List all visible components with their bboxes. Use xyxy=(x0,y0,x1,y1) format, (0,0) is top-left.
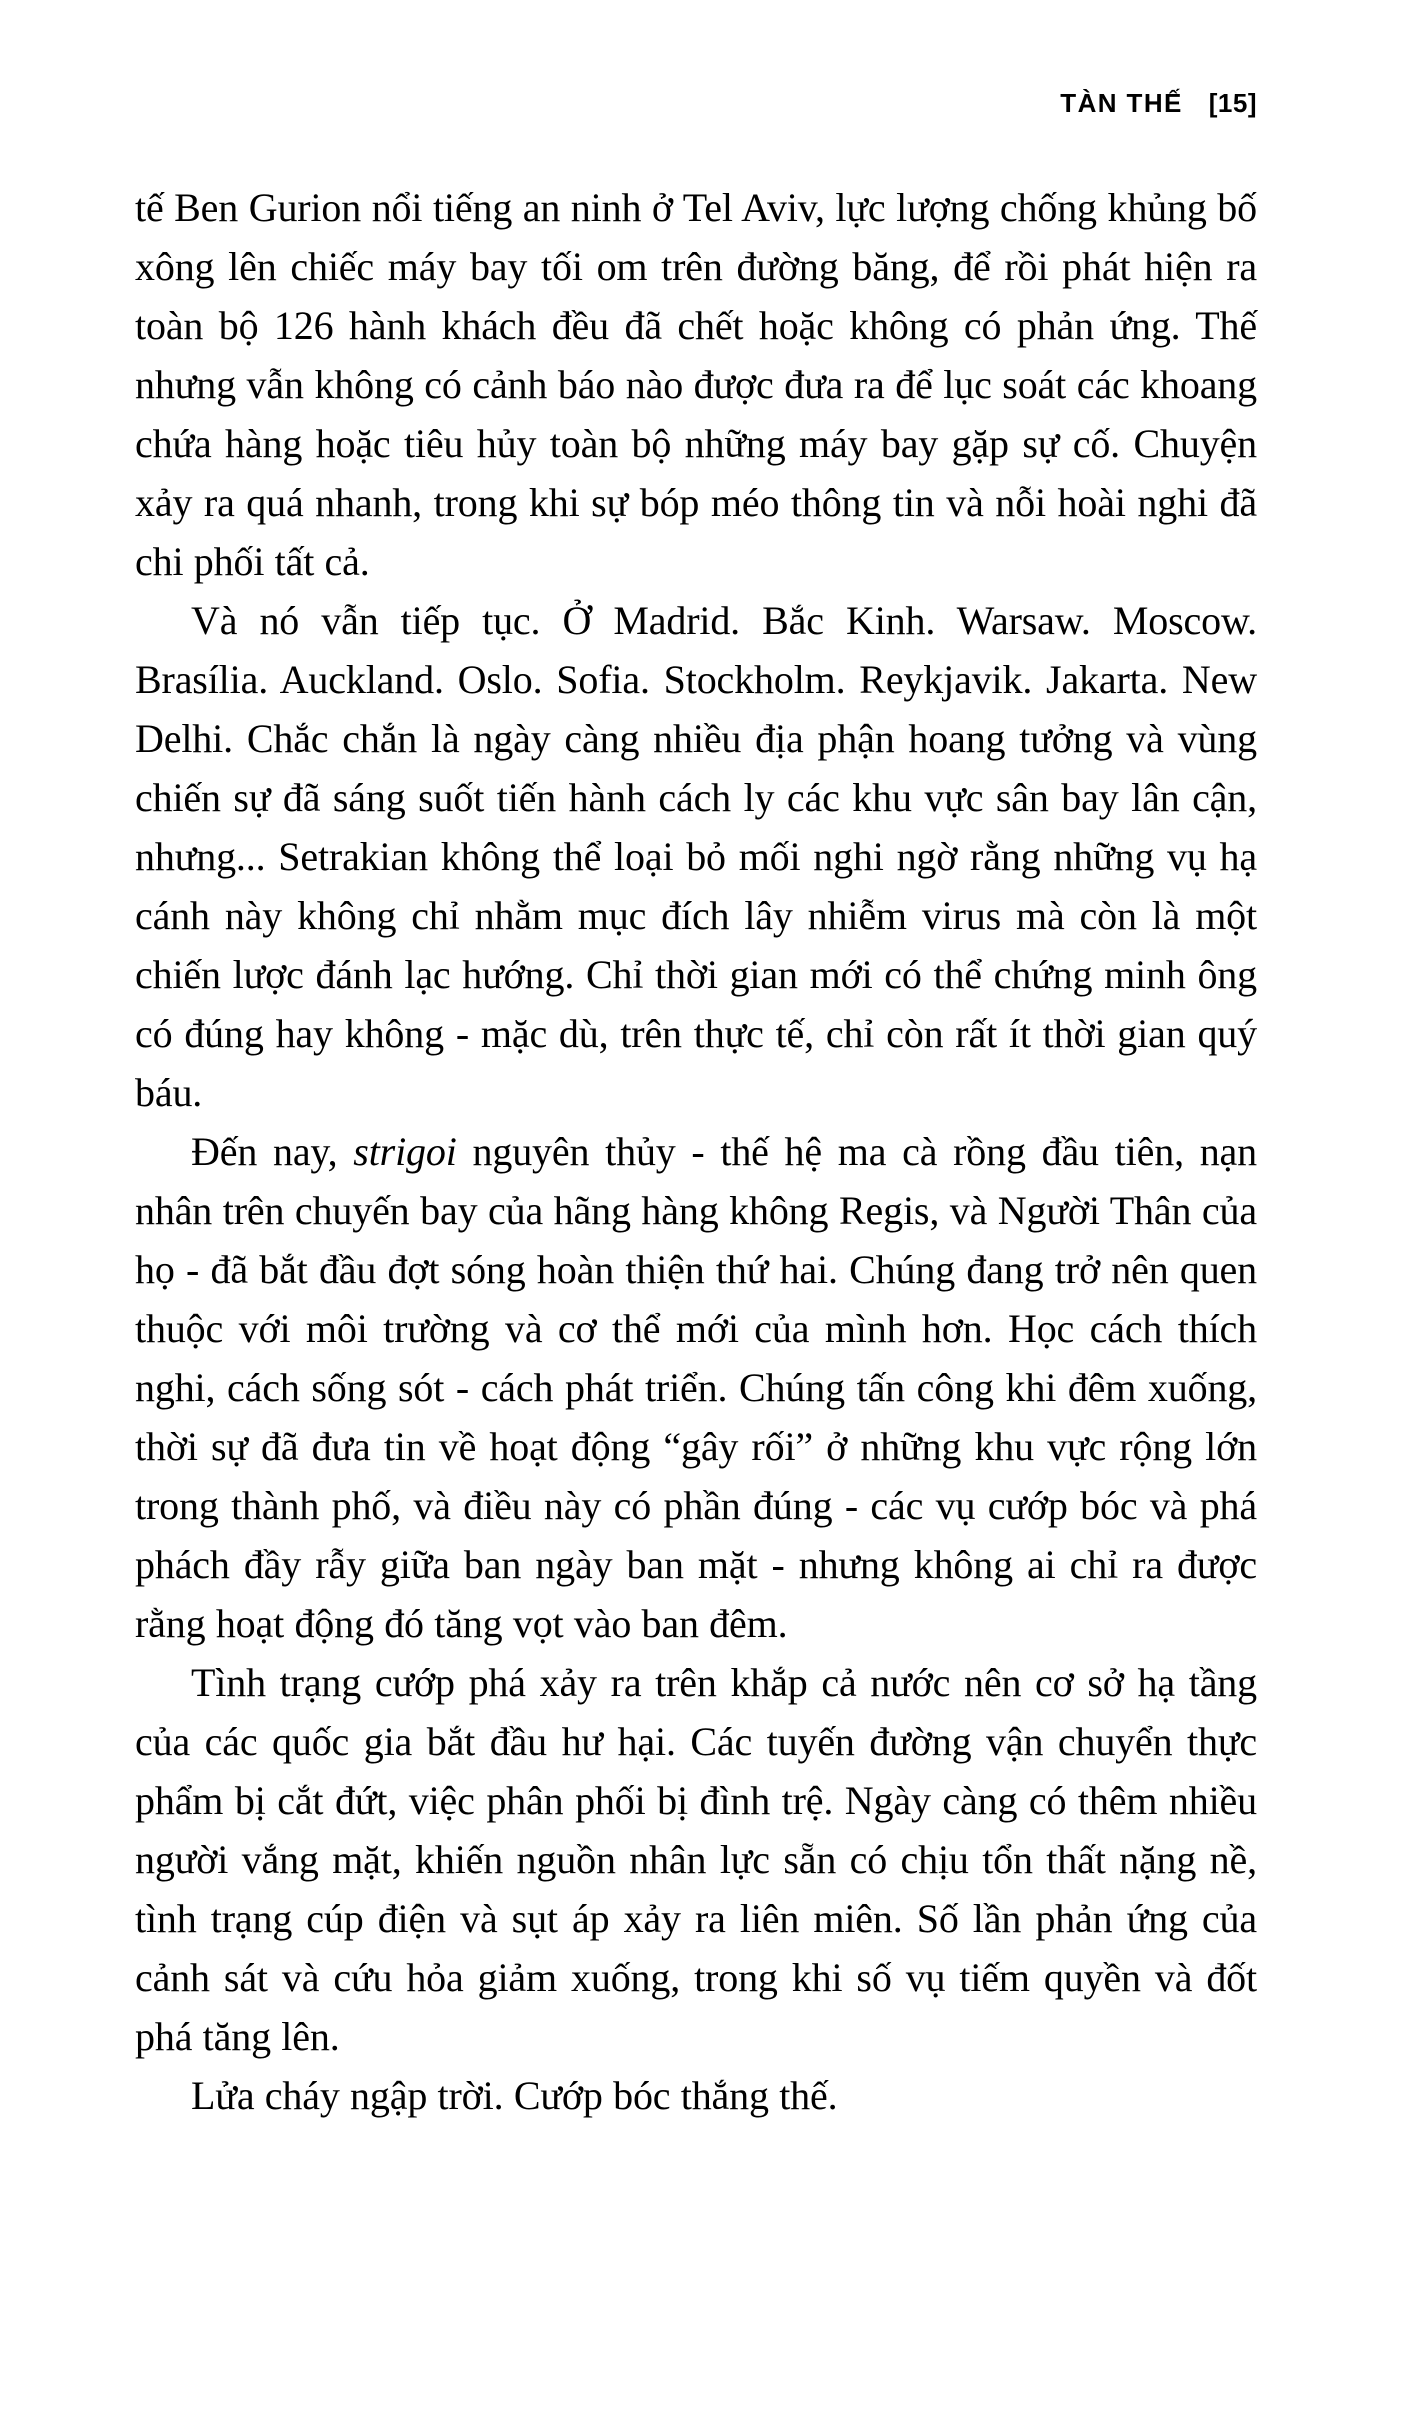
paragraph-3-part-1: Đến nay, xyxy=(191,1129,354,1174)
running-head-title: TÀN THẾ xyxy=(1060,88,1183,118)
paragraph-2: Và nó vẫn tiếp tục. Ở Madrid. Bắc Kinh. Warsaw. Moscow. Brasília. Auckland. Oslo. Sofia. Stockholm. Reykjavik. Jakarta. New Delhi. Chắc chắn là ngày càng nhiều địa phận hoang tưởng và vùng chiến sự đã sáng suốt tiến hành cách ly các khu vực sân bay lân cận, nhưng... Setrakian không thể loại bỏ mối nghi ngờ rằng những vụ hạ cánh này không chỉ nhằm mục đích lây nhiễm virus mà còn là một chiến lược đánh lạc hướng. Chỉ thời gian mới có thể chứng minh ông có đúng hay không - mặc dù, trên thực tế, chỉ còn rất ít thời gian quý báu. xyxy=(135,598,1257,1115)
paragraph-3-italic-term: strigoi xyxy=(353,1129,457,1174)
running-head xyxy=(135,88,1257,119)
paragraph-3-part-2: nguyên thủy - thế hệ ma cà rồng đầu tiên, nạn nhân trên chuyến bay của hãng hàng không Regis, và Người Thân của họ - đã bắt đầu đợt sóng hoàn thiện thứ hai. Chúng đang trở nên quen thuộc với môi trường và cơ thể mới của mình hơn. Học cách thích nghi, cách sống sót - cách phát triển. Chúng tấn công khi đêm xuống, thời sự đã đưa tin về hoạt động “gây rối” ở những khu vực rộng lớn trong thành phố, và điều này có phần đúng - các vụ cướp bóc và phá phách đầy rẫy giữa ban ngày ban mặt - nhưng không ai chỉ ra được rằng hoạt động đó tăng vọt vào ban đêm. xyxy=(135,1129,1257,1646)
page-number: [15] xyxy=(1208,88,1257,118)
paragraph-4: Tình trạng cướp phá xảy ra trên khắp cả nước nên cơ sở hạ tầng của các quốc gia bắt đầu hư hại. Các tuyến đường vận chuyển thực phẩm bị cắt đứt, việc phân phối bị đình trệ. Ngày càng có thêm nhiều người vắng mặt, khiến nguồn nhân lực sẵn có chịu tổn thất nặng nề, tình trạng cúp điện và sụt áp xảy ra liên miên. Số lần phản ứng của cảnh sát và cứu hỏa giảm xuống, trong khi số vụ tiếm quyền và đốt phá tăng lên. xyxy=(135,1660,1257,2059)
paragraph-1: tế Ben Gurion nổi tiếng an ninh ở Tel Aviv, lực lượng chống khủng bố xông lên chiếc máy bay tối om trên đường băng, để rồi phát hiện ra toàn bộ 126 hành khách đều đã chết hoặc không có phản ứng. Thế nhưng vẫn không có cảnh báo nào được đưa ra để lục soát các khoang chứa hàng hoặc tiêu hủy toàn bộ những máy bay gặp sự cố. Chuyện xảy ra quá nhanh, trong khi sự bóp méo thông tin và nỗi hoài nghi đã chi phối tất cả. xyxy=(135,185,1257,584)
paragraph-5: Lửa cháy ngập trời. Cướp bóc thắng thế. xyxy=(191,2073,838,2118)
paragraph-3 xyxy=(135,1122,1257,1653)
body-text-block xyxy=(135,178,1257,2125)
